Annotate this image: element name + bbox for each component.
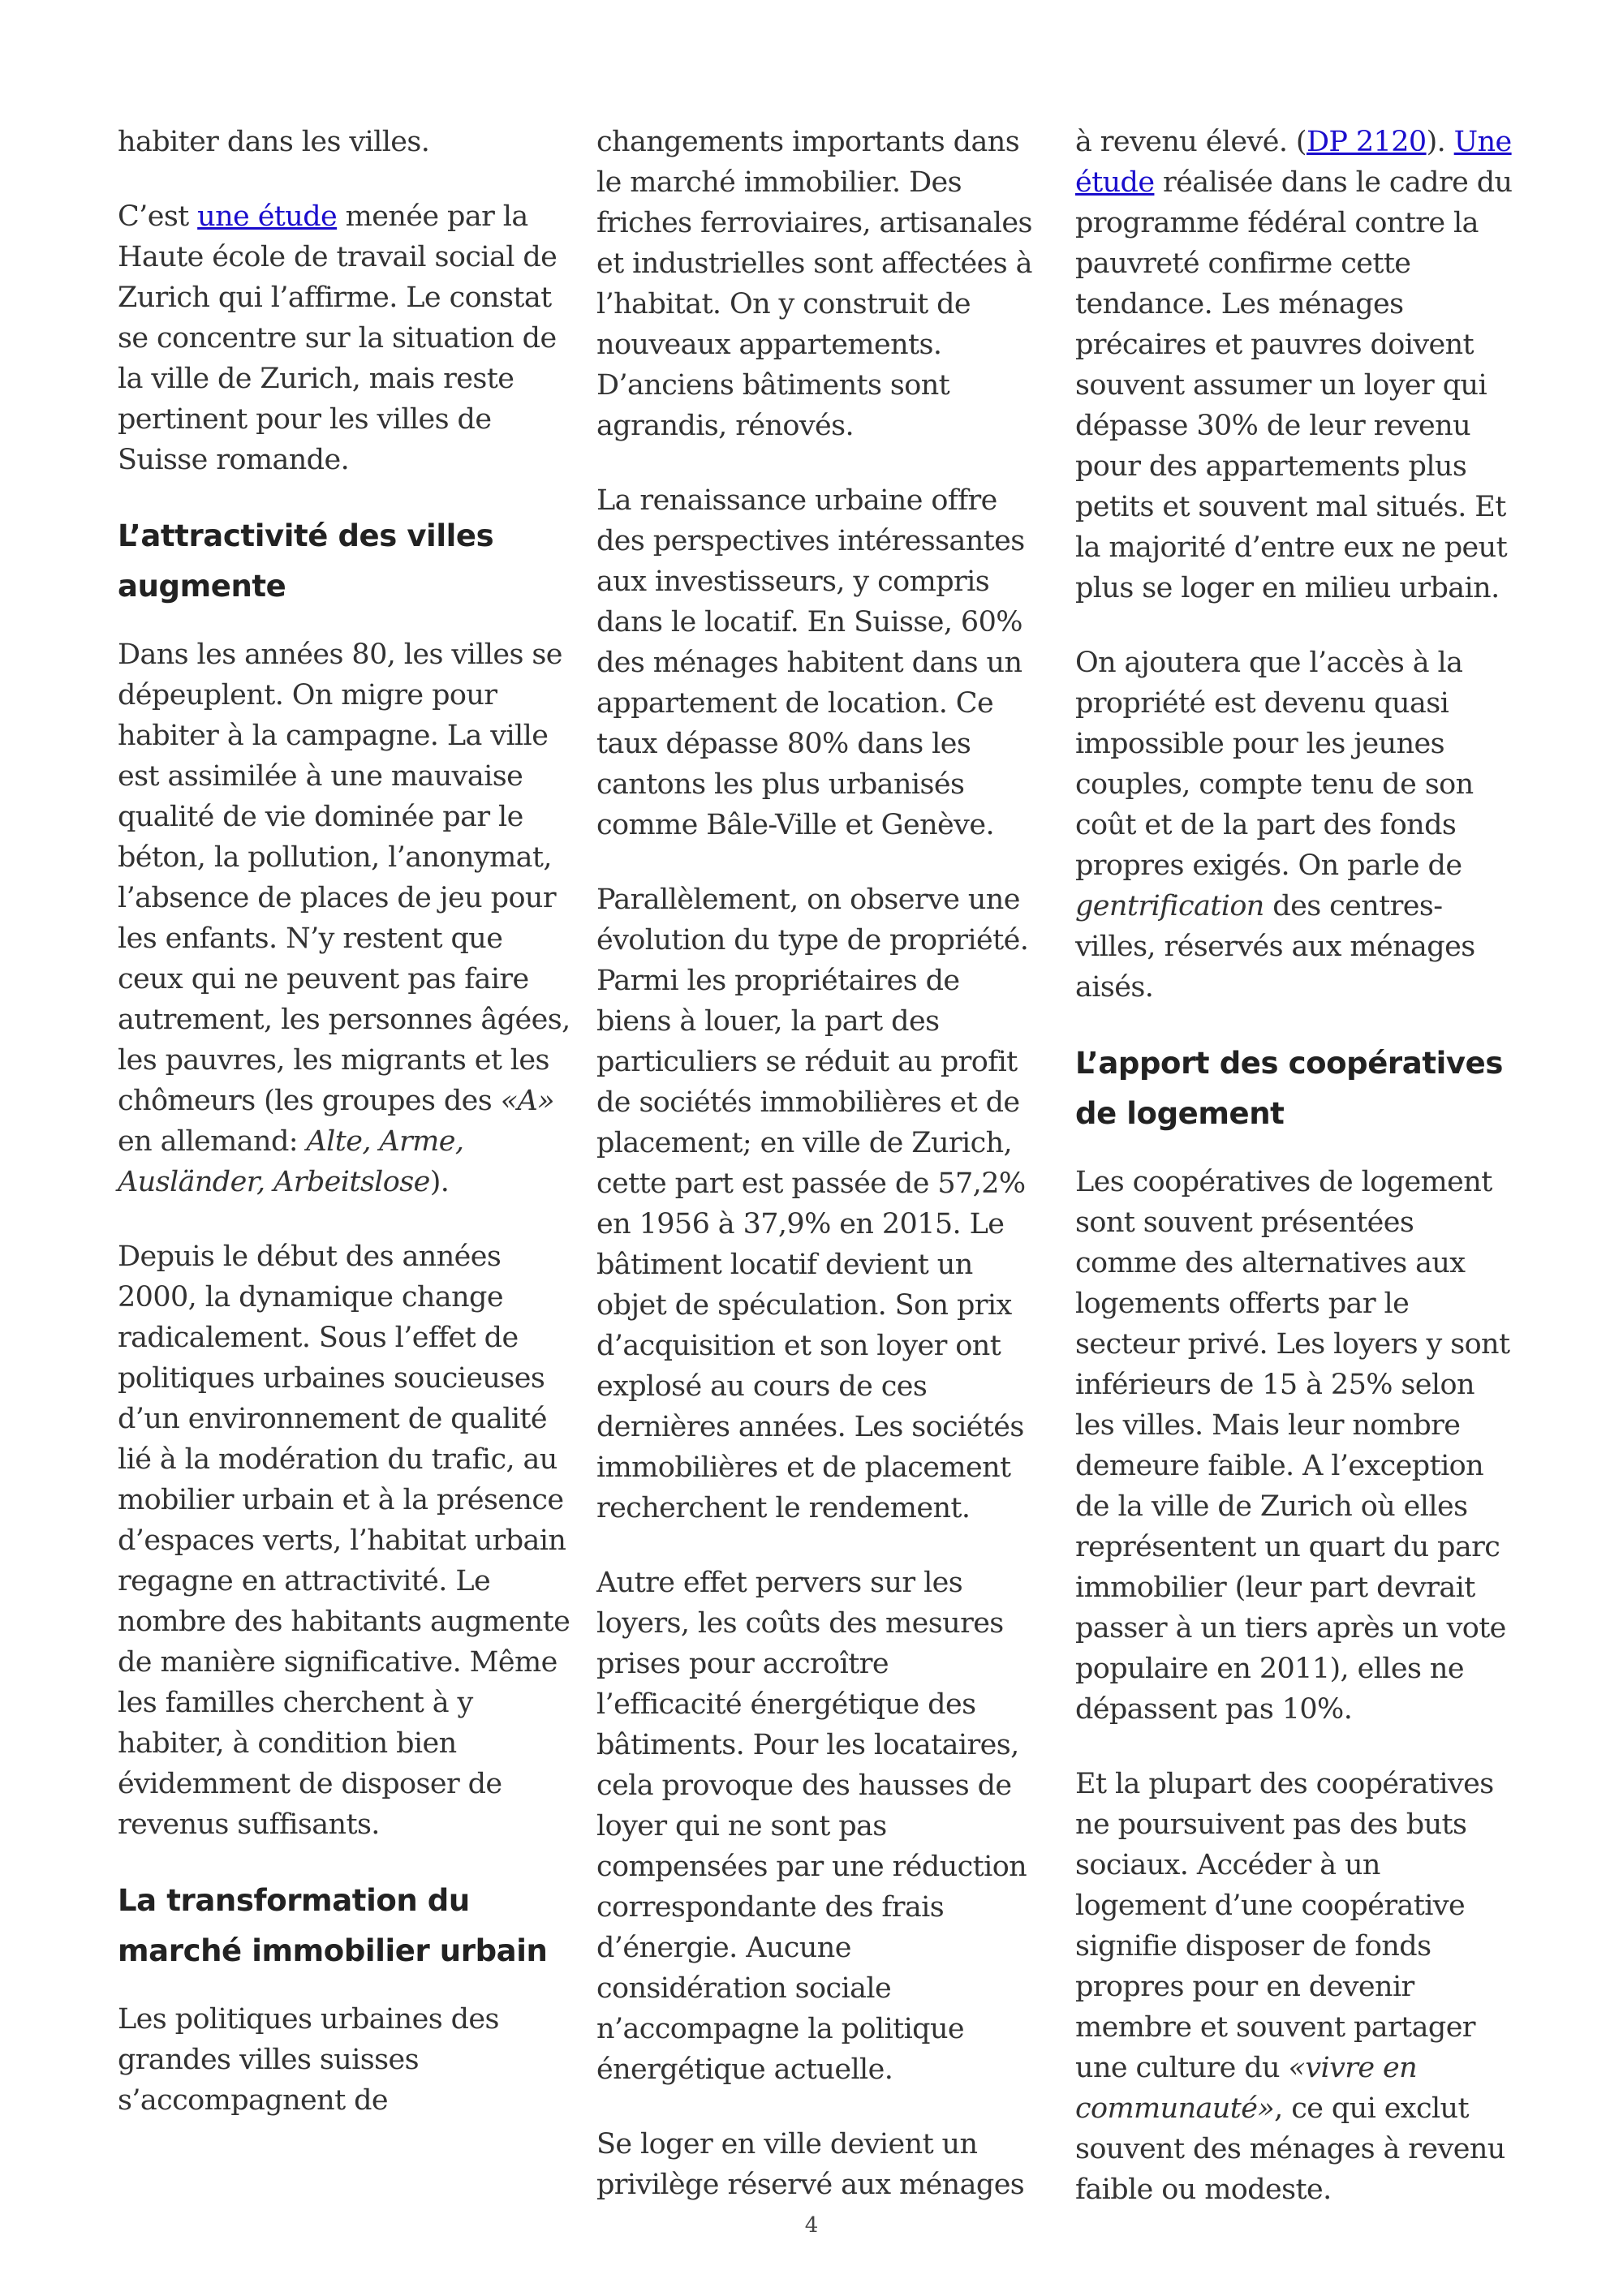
text-run: Dans les années 80, les villes se dépeuplent. On migre pour habiter à la campagne. La ville est assimilée à une mauvaise qualité de vie dominée par le béton, la pollution, l’anonymat, l’absence de places de jeu pour les enfants. N’y restent que ceux qui ne peuvent pas faire autrement, les personnes âgées, les pauvres, les migrants et les chômeurs (les groupes des [118, 638, 570, 1117]
text-column-3 [1075, 122, 1518, 2244]
section-heading: L’apport des coopératives de logement [1075, 1046, 1503, 1131]
text-run: des centres-villes, réservés aux ménages aisés. [1075, 890, 1475, 1004]
section-heading: La transformation du marché immobilier urbain [118, 1883, 548, 1968]
text-run: , ce qui exclut souvent des ménages à revenu faible ou modeste. [1075, 2092, 1505, 2206]
paragraph: habiter dans les villes. [118, 126, 430, 158]
emphasis-text: «vivre en communauté» [1075, 2052, 1418, 2125]
text-column-1 [118, 122, 572, 2155]
section-heading: L’attractivité des villes augmente [118, 518, 494, 604]
study-link[interactable]: Une étude [1075, 126, 1512, 199]
text-run: à revenu élevé. ( [1075, 126, 1307, 158]
text-run: en allemand: [118, 1125, 307, 1158]
paragraph [1075, 643, 1518, 1008]
text-run: menée par la Haute école de travail social de Zurich qui l’affirme. Le constat se concentre sur la situation de la ville de Zurich, mais reste pertinent pour les villes de Suisse romande. [118, 200, 558, 476]
paragraph: Les politiques urbaines des grandes villes suisses s’accompagnent de [118, 2003, 499, 2117]
text-run: ). [429, 1166, 450, 1198]
page-number: 4 [804, 2213, 819, 2238]
paragraph: Parallèlement, on observe une évolution du type de propriété. Parmi les propriétaires de biens à louer, la part des particuliers se réduit au profit de sociétés immobilières et de placement; en ville de Zurich, cette part est passée de 57,2% en 1956 à 37,9% en 2015. Le bâtiment locatif devient un objet de spéculation. Son prix d’acquisition et son loyer ont explosé au cours de ces dernières années. Les sociétés immobilières et de placement recherchent le rendement. [596, 884, 1029, 1524]
emphasis-text: «A» [500, 1085, 554, 1117]
text-run: réalisée dans le cadre du programme fédéral contre la pauvreté confirme cette tendance. Les ménages précaires et pauvres doivent souvent assumer un loyer qui dépasse 30% de leur revenu pour des appartements plus petits et souvent mal situés. Et la majorité d’entre eux ne peut plus se loger en milieu urbain. [1075, 166, 1513, 604]
paragraph: Autre effet pervers sur les loyers, les coûts des mesures prises pour accroître l’efficacité énergétique des bâtiments. Pour les locataires, cela provoque des hausses de loyer qui ne sont pas compensées par une réduction correspondante des frais d’énergie. Aucune considération sociale n’accompagne la politique énergétique actuelle. [596, 1567, 1027, 2086]
emphasis-text: Alte, Arme, Ausländer, Arbeitslose [118, 1125, 464, 1198]
paragraph: Depuis le début des années 2000, la dynamique change radicalement. Sous l’effet de politiques urbaines soucieuses d’un environnement de qualité lié à la modération du trafic, au mobilier urbain et à la présence d’espaces verts, l’habitat urbain regagne en attractivité. Le nombre des habitants augmente de manière significative. Même les familles cherchent à y habiter, à condition bien évidemment de disposer de revenus suffisants. [118, 1240, 570, 1841]
paragraph [1075, 122, 1518, 608]
text-run: ). [1426, 126, 1454, 158]
paragraph [118, 196, 572, 480]
paragraph [118, 634, 572, 1202]
dp-2120-link[interactable]: DP 2120 [1306, 126, 1427, 158]
paragraph: Se loger en ville devient un privilège réservé aux ménages [596, 2128, 1025, 2201]
emphasis-text: gentrification [1075, 890, 1264, 922]
paragraph: changements importants dans le marché immobilier. Des friches ferroviaires, artisanales et industrielles sont affectées à l’habitat. On y construit de nouveaux appartements. D’anciens bâtiments sont agrandis, rénovés. [596, 126, 1032, 442]
study-link[interactable]: une étude [197, 200, 338, 233]
paragraph: Les coopératives de logement sont souvent présentées comme des alternatives aux logements offerts par le secteur privé. Les loyers y sont inférieurs de 15 à 25% selon les villes. Mais leur nombre demeure faible. A l’exception de la ville de Zurich où elles représentent un quart du parc immobilier (leur part devrait passer à un tiers après un vote populaire en 2011), elles ne dépassent pas 10%. [1075, 1166, 1510, 1726]
text-run: On ajoutera que l’accès à la propriété est devenu quasi impossible pour les jeunes couples, compte tenu de son coût et de la part des fonds propres exigés. On parle de [1075, 647, 1474, 882]
paragraph: La renaissance urbaine offre des perspectives intéressantes aux investisseurs, y compris dans le locatif. En Suisse, 60% des ménages habitent dans un appartement de location. Ce taux dépasse 80% dans les cantons les plus urbanisés comme Bâle-Ville et Genève. [596, 484, 1025, 841]
text-run: C’est [118, 200, 198, 233]
text-column-2 [596, 122, 1039, 2239]
text-run: Et la plupart des coopératives ne poursuivent pas des buts sociaux. Accéder à un logement d’une coopérative signifie disposer de fonds propres pour en devenir membre et souvent partager une culture du [1075, 1768, 1494, 2084]
paragraph [1075, 1764, 1518, 2210]
